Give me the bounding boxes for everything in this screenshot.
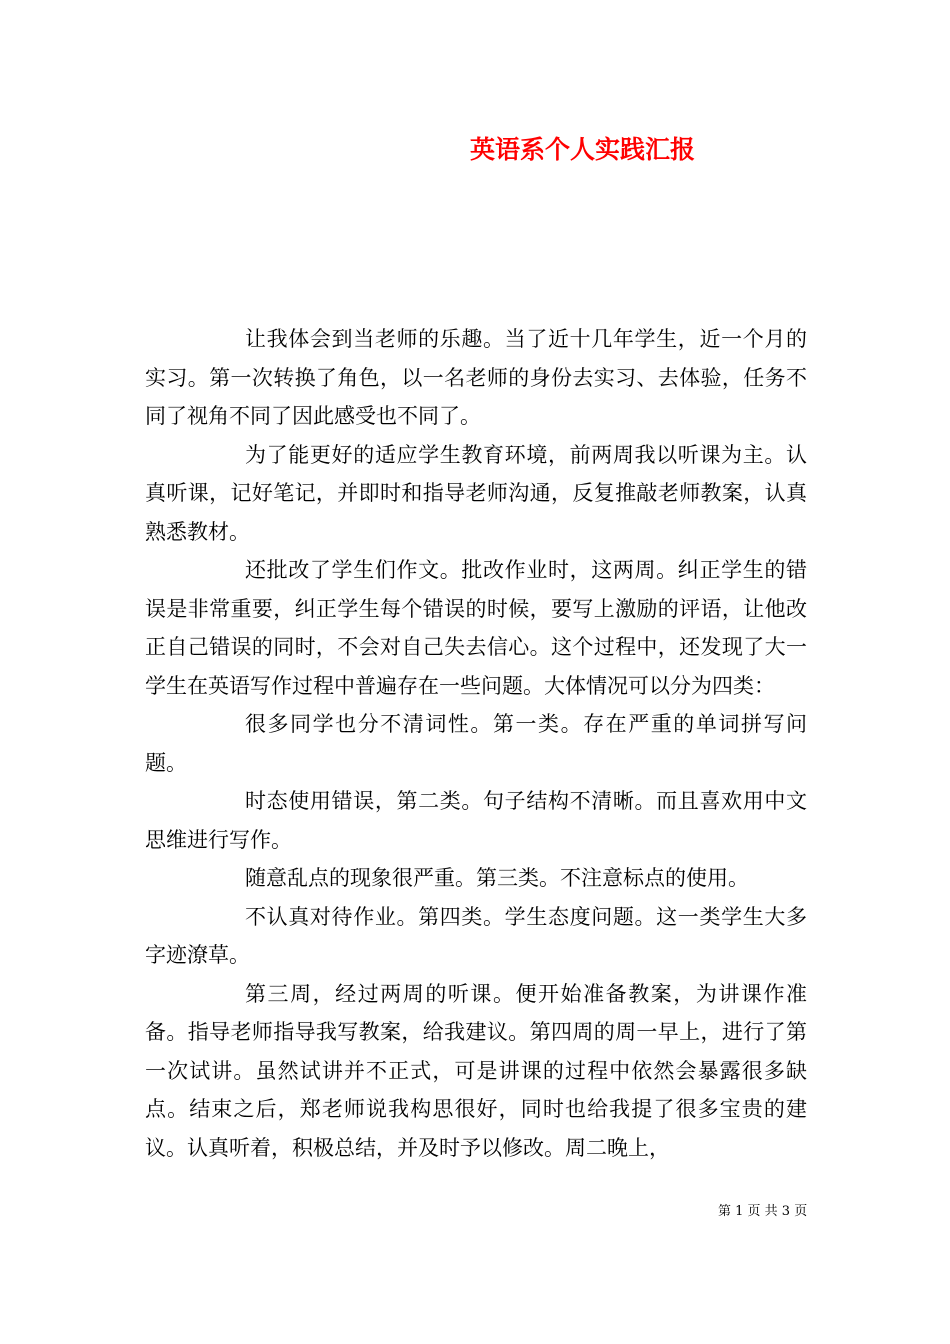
paragraph: 第三周，经过两周的听课。便开始准备教案，为讲课作准备。指导老师指导我写教案，给我建议。第四周的周一早上，进行了第一次试讲。虽然试讲并不正式，可是讲课的过程中依然会暴露很多缺点。结束之后，郑老师说我构思很好，同时也给我提了很多宝贵的建议。认真听着，积极总结，并及时予以修改。周二晚上， [145,981,807,1160]
paragraph: 时态使用错误，第二类。句子结构不清晰。而且喜欢用中文思维进行写作。 [145,789,807,852]
paragraph: 很多同学也分不清词性。第一类。存在严重的单词拼写问题。 [145,712,807,775]
paragraph: 还批改了学生们作文。批改作业时，这两周。纠正学生的错误是非常重要，纠正学生每个错误的时候，要写上激励的评语，让他改正自己错误的同时，不会对自己失去信心。这个过程中，还发现了大一学生在英语写作过程中普遍存在一些问题。大体情况可以分为四类： [145,558,807,698]
page-footer: 第 1 页 共 3 页 [718,1204,808,1219]
paragraph: 让我体会到当老师的乐趣。当了近十几年学生，近一个月的实习。第一次转换了角色，以一名老师的身份去实习、去体验，任务不同了视角不同了因此感受也不同了。 [145,327,807,428]
document-body [145,320,807,1167]
paragraph: 随意乱点的现象很严重。第三类。不注意标点的使用。 [245,866,749,890]
document-title: 英语系个人实践汇报 [470,135,696,164]
paragraph: 不认真对待作业。第四类。学生态度问题。这一类学生大多字迹潦草。 [145,904,807,967]
paragraph: 为了能更好的适应学生教育环境，前两周我以听课为主。认真听课，记好笔记，并即时和指导老师沟通，反复推敲老师教案，认真熟悉教材。 [145,442,807,544]
